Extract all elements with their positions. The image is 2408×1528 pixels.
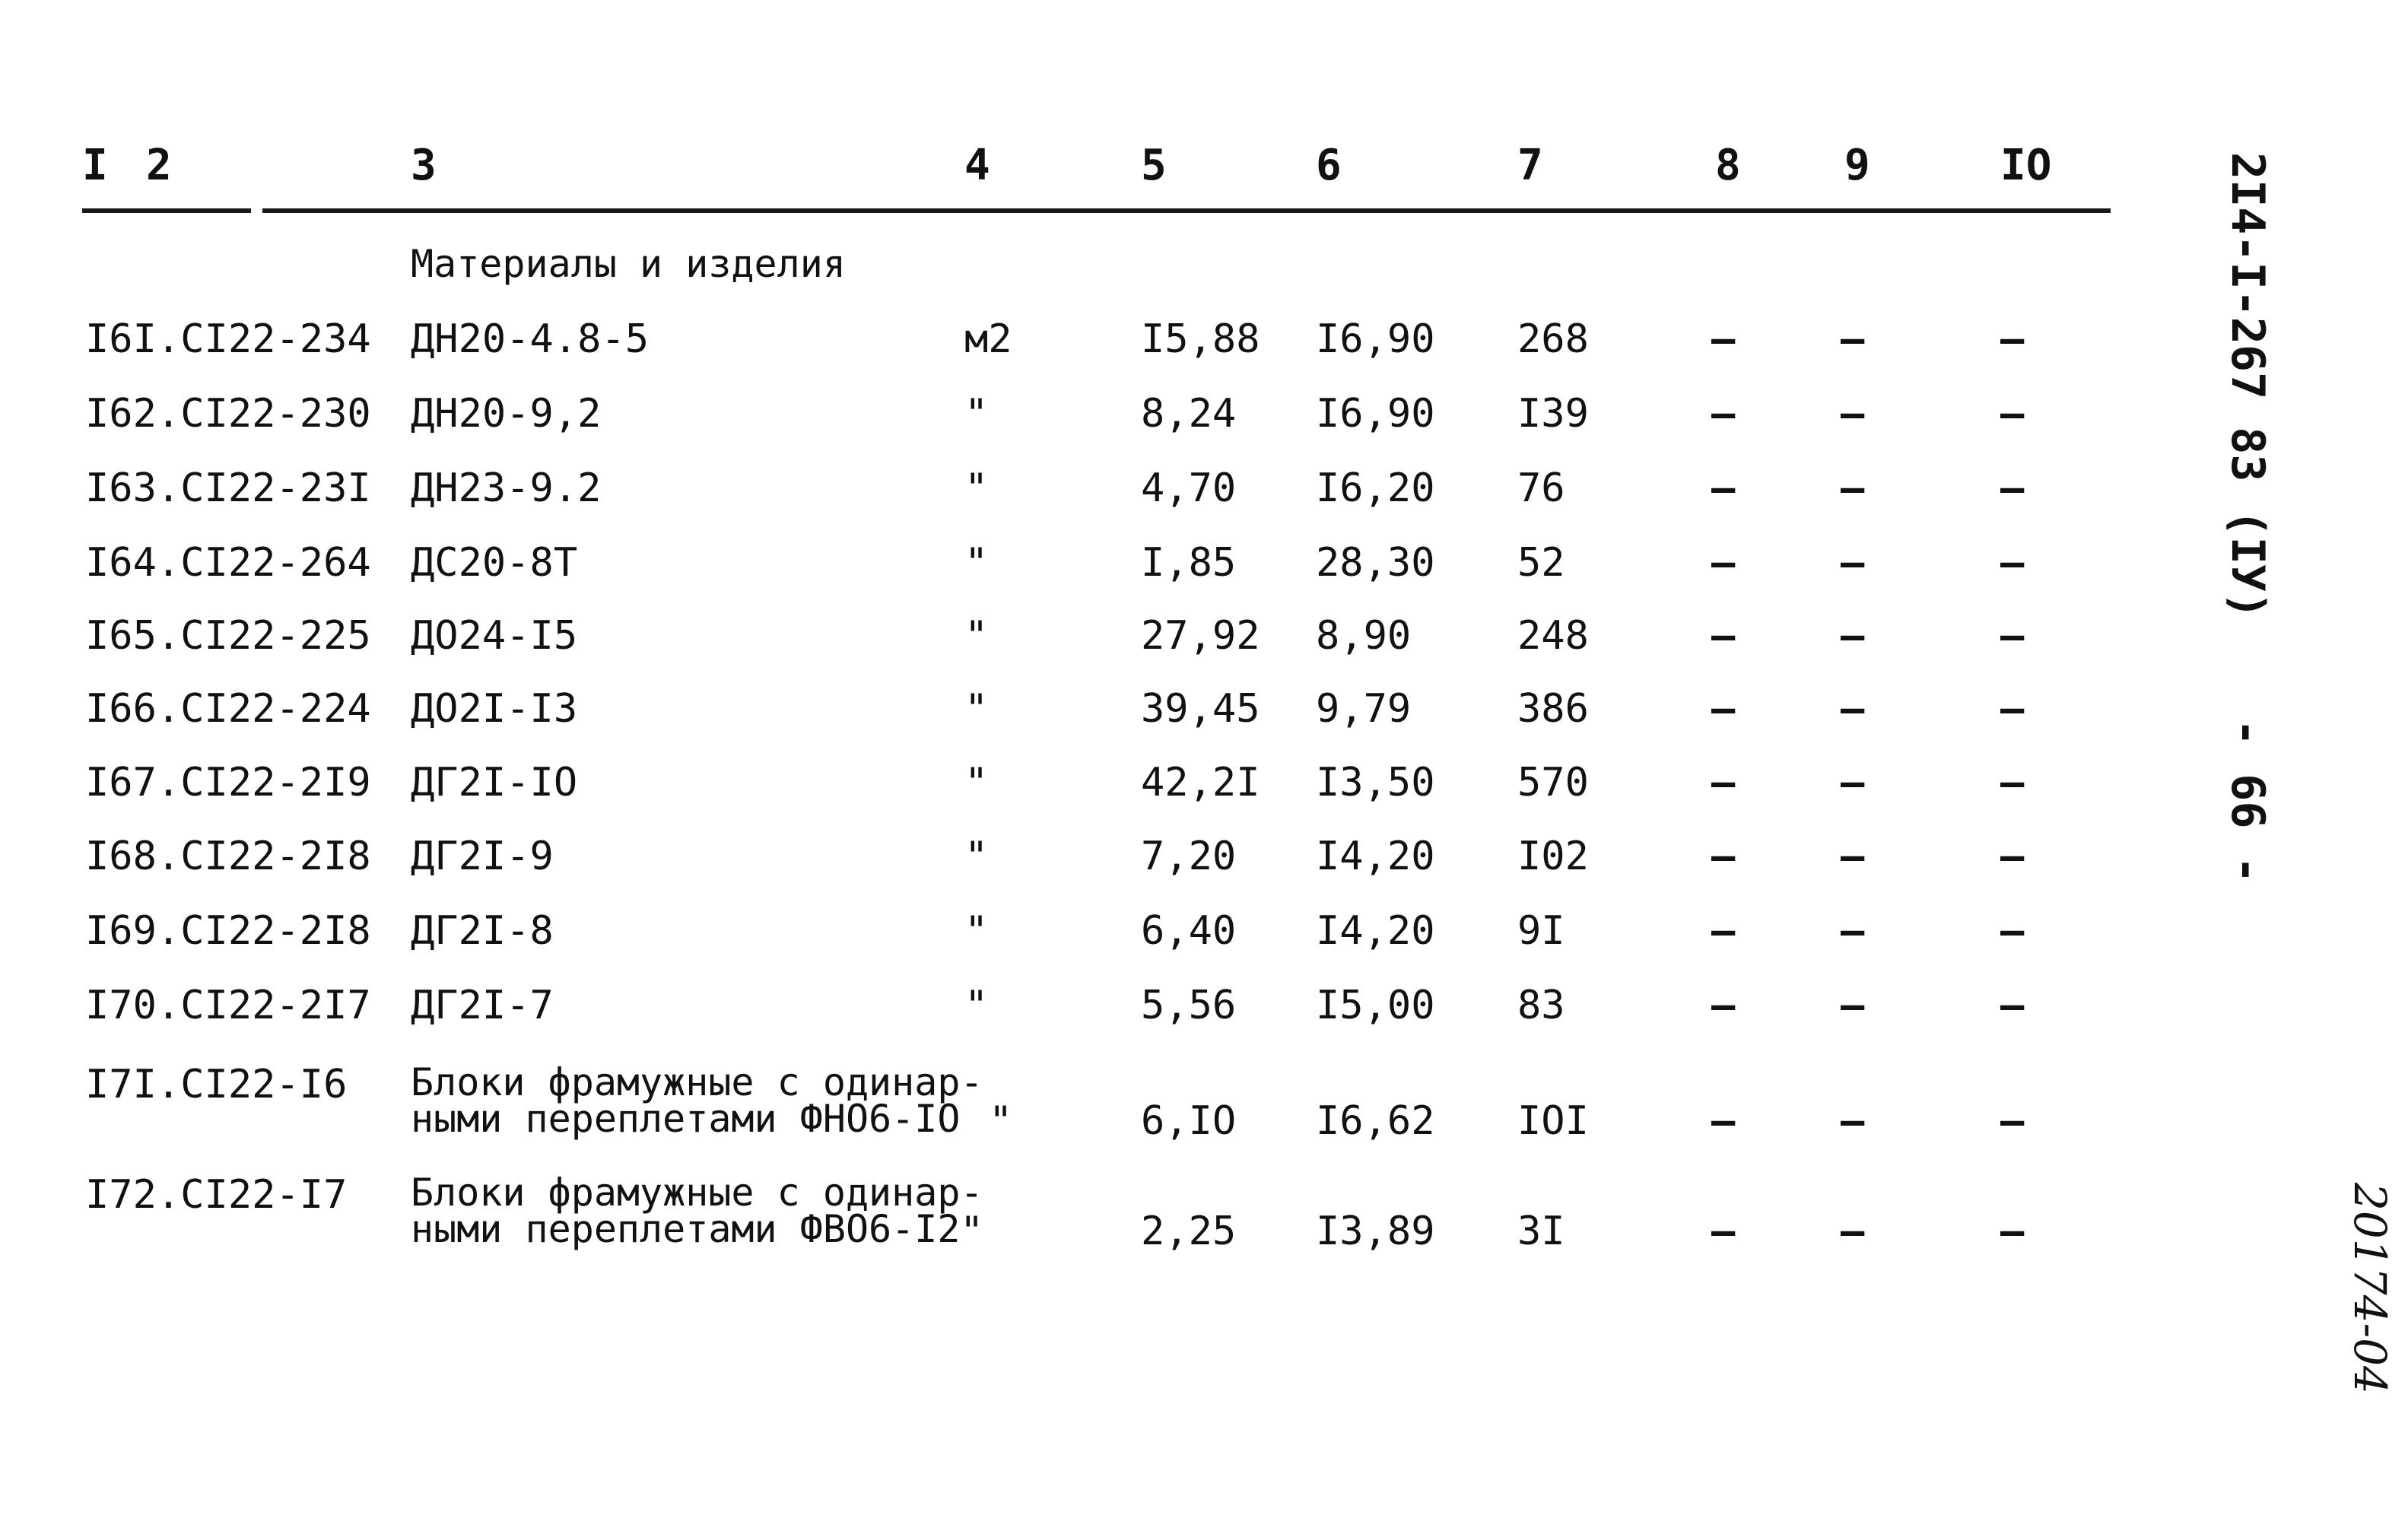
row-col6: I4,20 [1316, 834, 1435, 879]
header-rule-main [262, 208, 2111, 213]
row-col5: 2,25 [1141, 1209, 1237, 1254]
row-unit: " [964, 834, 989, 879]
row-unit: " [989, 1098, 1013, 1144]
row-col10: – [2000, 686, 2025, 732]
row-col9: – [1841, 686, 1865, 732]
row-name: ДН20-9,2 [411, 391, 602, 437]
row-col6: I4,20 [1316, 908, 1435, 954]
col-header-2: 2 [146, 141, 172, 190]
row-col10: – [2000, 316, 2025, 362]
row-name: ДГ2I-IO [411, 760, 578, 805]
row-col10: – [2000, 760, 2025, 805]
row-name: ДГ2I-7 [411, 983, 554, 1028]
row-code: I6I.CI22-234 [85, 316, 371, 362]
col-header-7: 7 [1517, 141, 1543, 190]
row-code: I67.CI22-2I9 [85, 760, 371, 805]
row-name: ДГ2I-9 [411, 834, 554, 879]
table-row [0, 613, 2130, 685]
row-col9: – [1841, 983, 1865, 1028]
row-col5: 7,20 [1141, 834, 1237, 879]
section-title: Материалы и изделия [411, 242, 846, 286]
row-col6: I5,00 [1316, 983, 1435, 1028]
col-header-3: 3 [411, 141, 437, 190]
row-unit: " [964, 983, 989, 1028]
row-col6: I3,89 [1316, 1209, 1435, 1254]
row-col9: – [1841, 540, 1865, 586]
row-name-line2: ными переплетами ФНО6-IО [411, 1097, 961, 1141]
row-col10: – [2000, 1209, 2025, 1254]
row-code: I72.CI22-I7 [85, 1172, 348, 1218]
row-col9: – [1841, 908, 1865, 954]
row-col6: 8,90 [1316, 613, 1412, 659]
row-col6: I3,50 [1316, 760, 1435, 805]
row-col5: 5,56 [1141, 983, 1237, 1028]
table-row [0, 983, 2130, 1054]
row-col7: 386 [1517, 686, 1589, 732]
row-name: ДГ2I-8 [411, 908, 554, 954]
row-col8: – [1711, 1098, 1736, 1144]
row-col9: – [1841, 613, 1865, 659]
row-col5: I,85 [1141, 540, 1237, 586]
row-col9: – [1841, 1209, 1865, 1254]
table-row [0, 760, 2130, 831]
row-col8: – [1711, 465, 1736, 511]
row-col8: – [1711, 983, 1736, 1028]
table-row [0, 391, 2130, 462]
handwritten-number: 20174-04 [2344, 1183, 2396, 1394]
row-name: ДО24-I5 [411, 613, 578, 659]
row-col10: – [2000, 834, 2025, 879]
row-col9: – [1841, 1098, 1865, 1144]
col-header-4: 4 [964, 141, 990, 190]
row-col5: 6,IO [1141, 1098, 1237, 1144]
row-col6: 28,30 [1316, 540, 1435, 586]
row-unit: " [964, 760, 989, 805]
row-unit: " [964, 613, 989, 659]
row-col7: 570 [1517, 760, 1589, 805]
col-header-6: 6 [1316, 141, 1342, 190]
row-col5: 39,45 [1141, 686, 1260, 732]
row-unit: м2 [964, 316, 1012, 362]
row-col9: – [1841, 391, 1865, 437]
row-col6: 9,79 [1316, 686, 1412, 732]
table-row [0, 540, 2130, 612]
row-col6: I6,62 [1316, 1098, 1435, 1144]
row-col8: – [1711, 613, 1736, 659]
row-unit: " [964, 686, 989, 732]
document-code: 2I4-I-267 83 (IУ) [2221, 152, 2274, 620]
row-col7: 268 [1517, 316, 1589, 362]
row-col8: – [1711, 760, 1736, 805]
row-col8: – [1711, 834, 1736, 879]
row-col8: – [1711, 316, 1736, 362]
row-col6: I6,90 [1316, 316, 1435, 362]
col-header-1: I [82, 141, 108, 190]
row-col7: 52 [1517, 540, 1565, 586]
row-col8: – [1711, 908, 1736, 954]
col-header-5: 5 [1141, 141, 1167, 190]
row-code: I68.CI22-2I8 [85, 834, 371, 879]
table-row [0, 316, 2130, 388]
row-code: I64.CI22-264 [85, 540, 371, 586]
row-col9: – [1841, 316, 1865, 362]
page-number: - 66 - [2221, 719, 2274, 884]
row-col8: – [1711, 391, 1736, 437]
row-col7: 9I [1517, 908, 1565, 954]
row-unit: " [960, 1209, 984, 1254]
row-col10: – [2000, 983, 2025, 1028]
row-col7: I39 [1517, 391, 1589, 437]
col-header-8: 8 [1715, 141, 1741, 190]
row-code: I69.CI22-2I8 [85, 908, 371, 954]
row-col7: IOI [1517, 1098, 1589, 1144]
row-code: I7I.CI22-I6 [85, 1062, 348, 1107]
row-col7: 248 [1517, 613, 1589, 659]
row-name-line2: ными переплетами ФВО6-I2 [411, 1207, 961, 1251]
row-code: I63.CI22-23I [85, 465, 371, 511]
row-code: I70.CI22-2I7 [85, 983, 371, 1028]
row-unit: " [964, 465, 989, 511]
row-col8: – [1711, 540, 1736, 586]
row-unit: " [964, 391, 989, 437]
row-code: I62.CI22-230 [85, 391, 371, 437]
row-name: ДС20-8Т [411, 540, 578, 586]
row-col8: – [1711, 686, 1736, 732]
header-rule-left [82, 208, 251, 213]
row-col5: 27,92 [1141, 613, 1260, 659]
table-row [0, 834, 2130, 905]
row-col6: I6,90 [1316, 391, 1435, 437]
row-col8: – [1711, 1209, 1736, 1254]
row-col7: 3I [1517, 1209, 1565, 1254]
row-col9: – [1841, 760, 1865, 805]
row-col5: 6,40 [1141, 908, 1237, 954]
row-col10: – [2000, 1098, 2025, 1144]
row-col6: I6,20 [1316, 465, 1435, 511]
row-name: ДН23-9.2 [411, 465, 602, 511]
row-col5: 4,70 [1141, 465, 1237, 511]
row-col10: – [2000, 391, 2025, 437]
row-name-line1: Блоки фрамужные с одинар- [411, 1171, 983, 1215]
table-row [0, 1171, 2130, 1266]
row-col7: 76 [1517, 465, 1565, 511]
table-row [0, 908, 2130, 980]
row-col7: I02 [1517, 834, 1589, 879]
col-header-10: IO [2000, 141, 2052, 190]
table-row [0, 1060, 2130, 1156]
row-col9: – [1841, 834, 1865, 879]
row-col5: 8,24 [1141, 391, 1237, 437]
row-code: I66.CI22-224 [85, 686, 371, 732]
row-col7: 83 [1517, 983, 1565, 1028]
row-name: ДО2I-I3 [411, 686, 578, 732]
row-col10: – [2000, 465, 2025, 511]
table-row [0, 686, 2130, 758]
row-col5: 42,2I [1141, 760, 1260, 805]
col-header-9: 9 [1844, 141, 1870, 190]
row-col5: I5,88 [1141, 316, 1260, 362]
row-code: I65.CI22-225 [85, 613, 371, 659]
row-col10: – [2000, 540, 2025, 586]
row-name-line1: Блоки фрамужные с одинар- [411, 1060, 983, 1104]
table-row [0, 465, 2130, 537]
row-unit: " [964, 908, 989, 954]
row-col10: – [2000, 613, 2025, 659]
row-unit: " [964, 540, 989, 586]
row-name: ДН20-4.8-5 [411, 316, 650, 362]
row-col10: – [2000, 908, 2025, 954]
row-col9: – [1841, 465, 1865, 511]
